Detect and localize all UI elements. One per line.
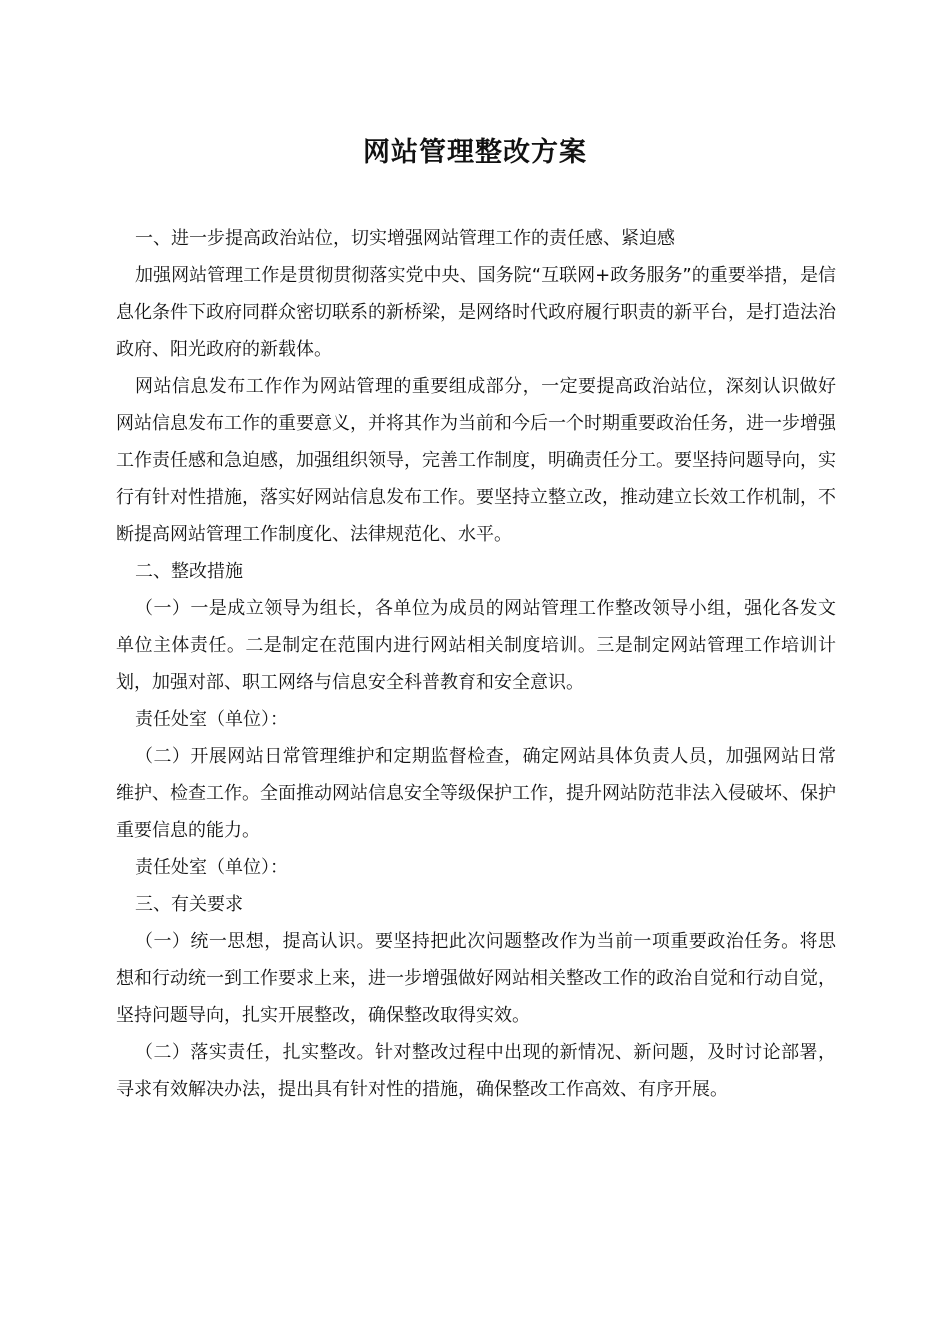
responsible-unit-label-1: 责任处室（单位）： bbox=[135, 709, 288, 730]
document-title: 网站管理整改方案 bbox=[363, 137, 587, 168]
section-heading-2: 二、整改措施 bbox=[135, 561, 243, 582]
section-heading-1: 一、进一步提高政治站位，切实增强网站管理工作的责任感、紧迫感 bbox=[135, 228, 675, 249]
paragraph-1: 加强网站管理工作是贯彻贯彻落实党中央、国务院“互联网+政务服务”的重要举措，是信息化条件下政府同群众密切联系的新桥梁，是网络时代政府履行职责的新平台，是打造法治政府、阳光政府的新载体。 bbox=[116, 265, 836, 360]
section-heading-3: 三、有关要求 bbox=[135, 894, 243, 915]
paragraph-2: 网站信息发布工作作为网站管理的重要组成部分，一定要提高政治站位，深刻认识做好网站信息发布工作的重要意义，并将其作为当前和今后一个时期重要政治任务，进一步增强工作责任感和急迫感，加强组织领导，完善工作制度，明确责任分工。要坚持问题导向，实行有针对性措施，落实好网站信息发布工作。要坚持立整立改，推动建立长效工作机制，不断提高网站管理工作制度化、法律规范化、水平。 bbox=[116, 376, 836, 545]
measure-item-1: （一）一是成立领导为组长，各单位为成员的网站管理工作整改领导小组，强化各发文单位主体责任。二是制定在范围内进行网站相关制度培训。三是制定网站管理工作培训计划，加强对部、职工网络与信息安全科普教育和安全意识。 bbox=[116, 598, 836, 693]
responsible-unit-label-2: 责任处室（单位）： bbox=[135, 857, 288, 878]
requirement-item-2: （二）落实责任，扎实整改。针对整改过程中出现的新情况、新问题，及时讨论部署，寻求有效解决办法，提出具有针对性的措施，确保整改工作高效、有序开展。 bbox=[116, 1042, 836, 1100]
requirement-item-1: （一）统一思想，提高认识。要坚持把此次问题整改作为当前一项重要政治任务。将思想和行动统一到工作要求上来，进一步增强做好网站相关整改工作的政治自觉和行动自觉，坚持问题导向，扎实开展整改，确保整改取得实效。 bbox=[116, 931, 836, 1026]
document-body bbox=[116, 220, 836, 1108]
measure-item-2: （二）开展网站日常管理维护和定期监督检查，确定网站具体负责人员，加强网站日常维护、检查工作。全面推动网站信息安全等级保护工作，提升网站防范非法入侵破坏、保护重要信息的能力。 bbox=[116, 746, 836, 841]
